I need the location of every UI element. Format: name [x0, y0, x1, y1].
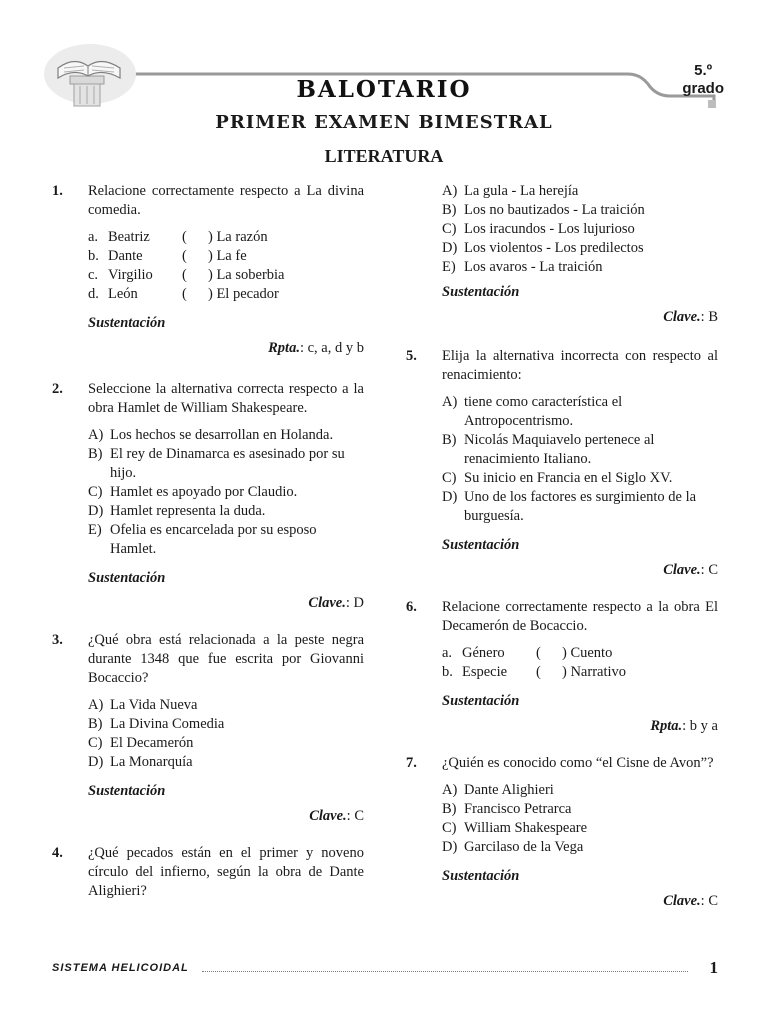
question-number: 3.	[52, 632, 63, 648]
question-6	[406, 598, 718, 736]
options-list	[442, 781, 718, 857]
question-4-continued	[406, 182, 718, 327]
option-item: C) William Shakespeare	[442, 820, 588, 836]
page-footer	[52, 960, 718, 980]
subject-heading: LITERATURA	[324, 146, 444, 166]
footer-dotted-rule	[202, 971, 688, 972]
question-text: Seleccione la alternativa correcta respecto a la obra Hamlet de William Shakespeare.	[88, 381, 364, 416]
option-item: C) Su inicio en Francia en el Siglo XV.	[442, 470, 673, 486]
question-number: 1.	[52, 183, 63, 199]
question-5	[406, 347, 718, 580]
option-item: D) La Monarquía	[88, 754, 193, 770]
sustentacion-label: Sustentación	[88, 570, 166, 586]
options-list	[442, 393, 718, 526]
sustentacion-label: Sustentación	[442, 537, 520, 553]
option-item: B) La Divina Comedia	[88, 716, 225, 732]
option-item: D) Los violentos - Los predilectos	[442, 240, 644, 256]
question-3	[52, 631, 364, 826]
question-1	[52, 182, 364, 358]
sustentacion-label: Sustentación	[442, 868, 520, 884]
sustentacion-label: Sustentación	[88, 783, 166, 799]
option-item: D) Uno de los factores es surgimiento de la burguesía.	[442, 489, 697, 524]
question-number: 7.	[406, 755, 417, 771]
sustentacion-label: Sustentación	[88, 315, 166, 331]
match-row: b. Especie ( ) Narrativo	[442, 664, 627, 680]
question-2	[52, 380, 364, 613]
grade-label: grado	[682, 80, 724, 97]
option-item: B) Nicolás Maquiavelo pertenece al renacimiento Italiano.	[442, 432, 655, 467]
answer-key: Clave.: C	[663, 562, 718, 578]
option-item: E) Ofelia es encarcelada por su esposo Hamlet.	[88, 522, 317, 557]
question-number: 4.	[52, 845, 63, 861]
right-column	[406, 182, 718, 911]
left-column	[52, 182, 364, 901]
question-text: Relacione correctamente respecto a La divina comedia.	[88, 183, 364, 218]
question-text: Relacione correctamente respecto a la obra El Decamerón de Bocaccio.	[442, 599, 718, 634]
answer-key: Clave.: C	[309, 808, 364, 824]
option-item: A) La Vida Nueva	[88, 697, 198, 713]
match-row: d. León ( ) El pecador	[88, 286, 279, 302]
option-item: B) Los no bautizados - La traición	[442, 202, 645, 218]
option-item: C) Los iracundos - Los lujurioso	[442, 221, 635, 237]
sustentacion-label: Sustentación	[442, 693, 520, 709]
options-list	[88, 426, 364, 559]
answer-key: Clave.: C	[663, 893, 718, 909]
grade-number: 5.º	[694, 62, 713, 79]
answer-key: Clave.: B	[663, 309, 718, 325]
question-text: Elija la alternativa incorrecta con respecto al renacimiento:	[442, 348, 718, 383]
page-number: 1	[709, 958, 718, 977]
question-7	[406, 754, 718, 911]
options-list	[442, 182, 718, 277]
option-item: A) Dante Alighieri	[442, 782, 554, 798]
question-number: 5.	[406, 348, 417, 364]
page-subtitle: PRIMER EXAMEN BIMESTRAL	[215, 112, 553, 133]
option-item: C) El Decamerón	[88, 735, 194, 751]
match-row: a. Género ( ) Cuento	[442, 645, 613, 661]
option-item: B) El rey de Dinamarca es asesinado por su hijo.	[88, 446, 345, 481]
option-item: B) Francisco Petrarca	[442, 801, 572, 817]
option-item: A) La gula - La herejía	[442, 183, 579, 199]
sustentacion-label: Sustentación	[442, 284, 520, 300]
question-4	[52, 844, 364, 901]
match-row: a. Beatriz ( ) La razón	[88, 229, 268, 245]
match-list	[442, 644, 718, 682]
option-item: A) Los hechos se desarrollan en Holanda.	[88, 427, 334, 443]
option-item: A) tiene como característica el Antropocentrismo.	[442, 394, 623, 429]
question-text: ¿Quién es conocido como “el Cisne de Avon”?	[442, 755, 714, 771]
answer-key: Rpta.: c, a, d y b	[268, 340, 364, 356]
page-title: BALOTARIO	[296, 76, 472, 103]
match-row: b. Dante ( ) La fe	[88, 248, 247, 264]
question-text: ¿Qué pecados están en el primer y noveno círculo del infierno, según la obra de Dante Alighieri?	[88, 845, 364, 899]
options-list	[88, 696, 364, 772]
question-text: ¿Qué obra está relacionada a la peste negra durante 1348 que fue escrita por Giovanni Bocaccio?	[88, 632, 364, 686]
option-item: D) Garcilaso de la Vega	[442, 839, 584, 855]
question-number: 2.	[52, 381, 63, 397]
answer-key: Clave.: D	[308, 595, 364, 611]
option-item: C) Hamlet es apoyado por Claudio.	[88, 484, 298, 500]
option-item: E) Los avaros - La traición	[442, 259, 603, 275]
question-number: 6.	[406, 599, 417, 615]
option-item: D) Hamlet representa la duda.	[88, 503, 266, 519]
match-row: c. Virgilio ( ) La soberbia	[88, 267, 285, 283]
footer-brand: SISTEMA HELICOIDAL	[52, 962, 189, 974]
match-list	[88, 228, 364, 304]
answer-key: Rpta.: b y a	[650, 718, 718, 734]
